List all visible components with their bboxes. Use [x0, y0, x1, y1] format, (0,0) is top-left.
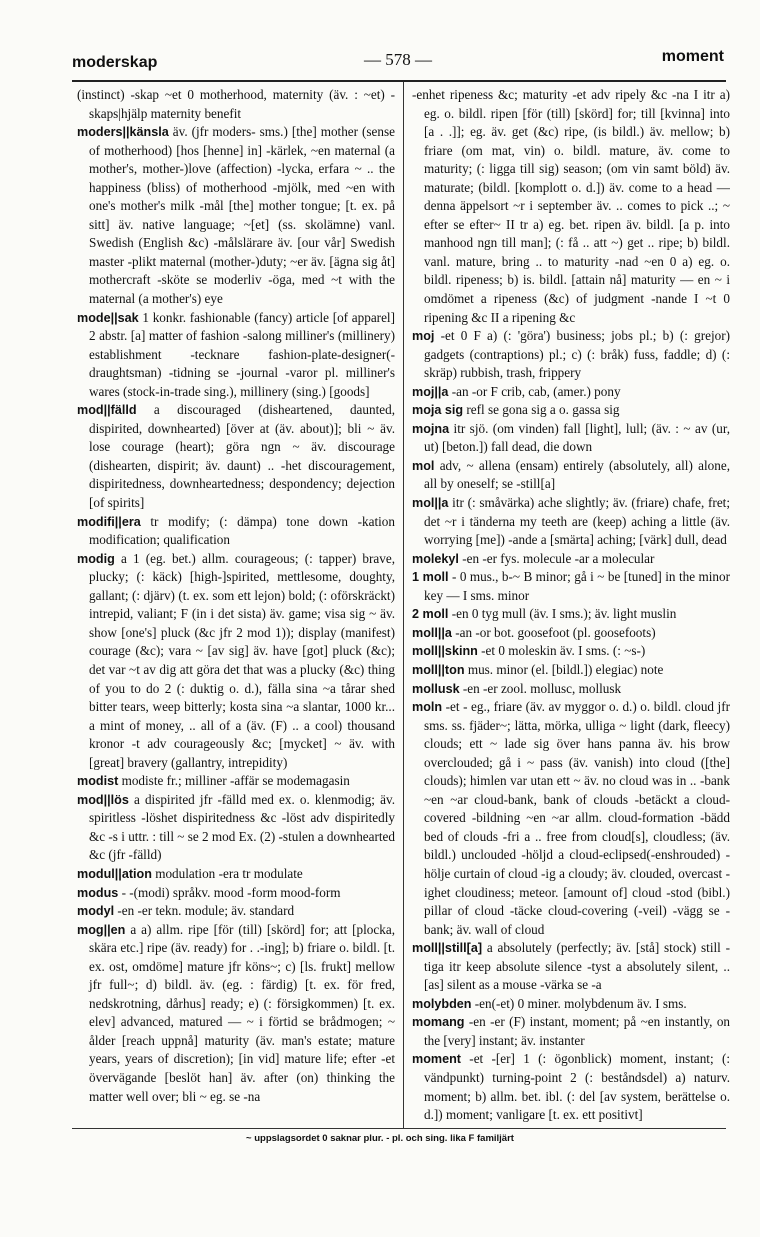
entry-headword: moj||a — [412, 384, 449, 399]
entry-definition: -et 0 moleskin äv. I sms. (: ~s-) — [481, 643, 646, 659]
dictionary-entry — [77, 865, 395, 884]
entry-headword: momang — [412, 1015, 465, 1030]
dictionary-entry — [77, 86, 395, 123]
dictionary-entry — [412, 995, 730, 1014]
entry-definition: -an -or bot. goosefoot (pl. goosefoots) — [455, 624, 656, 640]
entry-definition: -en -er fys. molecule -ar a molecular — [462, 550, 655, 566]
entry-definition: - 0 mus., b-~ B minor; gå i ~ be [tuned] in the minor key — I sms. minor — [424, 569, 730, 603]
dictionary-entry — [412, 550, 730, 569]
entry-definition: - -(modi) språkv. mood -form mood-form — [121, 884, 341, 900]
page-header — [72, 44, 724, 74]
entry-headword: modist — [77, 774, 119, 789]
entry-headword: moln — [412, 700, 443, 715]
dictionary-entry — [412, 401, 730, 420]
entry-definition: itr (: småvärka) ache slightly; äv. (friare) chafe, fret; det ~r i tänderna my teeth are (keep) aching a little (äv. worrying [me]) -ande a [smärta] aching; [värk] dull, dead — [424, 495, 730, 548]
entry-definition: tr modify; (: dämpa) tone down -kation modification; qualification — [89, 513, 395, 548]
entry-headword: mog||en — [77, 922, 126, 937]
dictionary-entry — [77, 401, 395, 512]
entry-headword: moll||skinn — [412, 644, 478, 659]
entry-headword: moja sig — [412, 403, 464, 418]
dictionary-entry — [77, 513, 395, 550]
entry-headword: moll||ton — [412, 662, 465, 677]
entry-definition: -en 0 tyg mull (äv. I sms.); äv. light muslin — [451, 606, 677, 622]
entry-headword: moll||still[a] — [412, 941, 483, 956]
column-divider — [403, 82, 404, 1128]
entry-headword: mollusk — [412, 681, 460, 696]
abbreviation-legend: ~ uppslagsordet 0 saknar plur. - pl. och sing. lika F familjärt — [246, 1133, 514, 1144]
entry-definition: modulation -era tr modulate — [155, 865, 303, 881]
entry-headword: modul||ation — [77, 866, 152, 881]
dictionary-entry — [77, 884, 395, 903]
dictionary-entry — [77, 123, 395, 308]
dictionary-entry — [412, 624, 730, 643]
dictionary-entry — [77, 309, 395, 402]
entry-definition: -an -or F crib, cab, (amer.) pony — [451, 383, 621, 399]
entry-definition: a dispirited jfr -fälld med ex. o. klenmodig; äv. spiritless -löshet dispiritedness &c -löst adv dispiritedly &c -s i uttr. : till ~ se 2 mod Ex. (2) -stulen a downhearted &c (jfr -fälld) — [89, 791, 395, 863]
dictionary-entry — [412, 680, 730, 699]
right-column — [412, 86, 730, 1126]
entry-definition: -en(-et) 0 miner. molybdenum äv. I sms. — [474, 995, 687, 1011]
dictionary-entry — [412, 698, 730, 939]
dictionary-entry — [77, 791, 395, 865]
dictionary-entry — [412, 1013, 730, 1050]
entry-definition: (instinct) -skap ~et 0 motherhood, maternity (äv. : ~et) -skaps|hjälp maternity benefit — [77, 87, 395, 121]
dictionary-entry — [412, 86, 730, 327]
entry-headword: molekyl — [412, 551, 459, 566]
entry-definition: mus. minor (el. [bildl.]) elegiac) note — [467, 661, 664, 677]
entry-headword: moders||känsla — [77, 125, 169, 140]
entry-definition: 1 konkr. fashionable (fancy) article [of apparel] 2 abstr. [a] matter of fashion -salong milliner's (millinery) establishment -tecknare fashion-plate-designer(-draughtsman) -tidning se -journal -varor pl. milliner's wares (stock-in-trade sing.), millinery (sing.) [goods] — [89, 309, 395, 399]
dictionary-entry — [412, 568, 730, 605]
dictionary-entry — [412, 661, 730, 680]
dictionary-entry — [77, 772, 395, 791]
entry-definition: -en -er (F) instant, moment; på ~en instantly, on the [very] instant; äv. instanter — [424, 1014, 730, 1048]
left-running-headword: moderskap — [72, 54, 158, 71]
right-running-headword: moment — [661, 48, 724, 65]
dictionary-entry — [412, 642, 730, 661]
entry-headword: moll||a — [412, 625, 452, 640]
dictionary-entry — [412, 605, 730, 624]
entry-definition: -en -er zool. mollusc, mollusk — [462, 680, 622, 696]
dictionary-entry — [412, 939, 730, 995]
entry-definition: -et -[er] 1 (: ögonblick) moment, instant; (: vändpunkt) turning-point 2 (: beståndsdel) a) naturv. moment; b) allm. bet. ibl. (: del [av system, berättelse o. d.]) moment; vanligare [t. ex. ett positivt] — [424, 1051, 730, 1123]
entry-headword: molybden — [412, 996, 472, 1011]
entry-headword: modyl — [77, 904, 115, 919]
dictionary-entry — [412, 420, 730, 457]
entry-headword: mol — [412, 458, 435, 473]
entry-definition: -et 0 F a) (: 'göra') business; jobs pl.; b) (: grejor) gadgets (contraptions) pl.; c) (: bråk) fuss, faddle; d) (: skräp) rubbish, trash, frippery — [424, 328, 730, 381]
entry-headword: mojna — [412, 421, 450, 436]
dictionary-entry — [412, 383, 730, 402]
entry-definition: a absolutely (perfectly; äv. [stå] stock) still -tiga itr keep absolute silence -tyst a absolutely silent, .. [as] silent as a mouse -värka se -a — [424, 940, 730, 993]
entry-definition: a 1 (eg. bet.) allm. courageous; (: tapper) brave, plucky; (: käck) [high-]spirited, mettlesome, doughty, gallant; (: djärv) (t. ex. som ett lejon) bold; (: oförskräckt) intrepid, valiant; F (in i det sista) äv. game; visa sig ~ äv. show [one's] pluck (&c jfr 2 mod 1)); display (manifest) courage (&c); vara ~ [av sig] äv. have [got] pluck (&c); det var ~t av dig att göra det that was a plucky (&c) thing of you to do 2 (: duktig o. d.), fälla sina ~a tårar shed bitter tears, weep bitterly; kosta sina ~a slantar, 1000 kr... a mint of money, .. all of a (äv. (F) .. a cool) thousand kronor -t adv courageously &c; [mycket] ~ äv. with [great] bravery (gallantry, intrepidity) — [89, 550, 395, 770]
entry-headword: 1 moll — [412, 570, 449, 585]
entry-definition: a discouraged (disheartened, daunted, dispirited, downhearted) [över at (äv. about)]; bli ~ äv. lose courage (heart); göra ngn ~ äv. discourage (dishearten, dispirit; äv. daunt) .. -het discouragement, dispiritedness, downheartedness; despondency; dejection [of spirits] — [89, 402, 395, 511]
footer-rule — [72, 1128, 726, 1129]
entry-headword: modus — [77, 885, 119, 900]
entry-headword: mode||sak — [77, 310, 139, 325]
entry-definition: adv, ~ allena (ensam) entirely (absolutely, all) alone, all by oneself; se -still[a] — [424, 457, 730, 492]
entry-definition: itr sjö. (om vinden) fall [light], lull; (äv. : ~ av (ur, ut) [beton.]) fall dead, die down — [424, 420, 730, 455]
entry-headword: moj — [412, 329, 435, 344]
entry-definition: -enhet ripeness &c; maturity -et adv ripely &c -na I itr a) eg. o. bildl. ripen [för (till) [skörd] for; till [kvinna] into [a . .]]; eg. äv. get (&c) ripe, (is bildl.) äv. mellow; b) friare (om mat, vin) o. bildl. mature, äv. come to maturity; (: ligga till sig) season; (om vin samt böld) äv. maturate; (bildl. [komplott o. d.]) äv. come to a head — denna äppelsort ~r i september äv. .. comes to pick ..; ~ efter se efter~ II tr a) eg. bet. ripen äv. bildl. [a p. into manhood ngn till man]; (: få .. att ~) get .. ripe; b) bildl. vanl. mature, bring .. to maturity -nad ~en 0 a) eg. o. bildl. ripeness; b) is. bildl. [attain nå] maturity — en ~ i omdömet a ripeness (&c) of judgment -nande I ~t 0 ripening &c II a ripening &c — [412, 87, 730, 325]
left-column — [77, 86, 395, 1126]
dictionary-entry — [412, 1050, 730, 1124]
entry-definition: -en -er tekn. module; äv. standard — [117, 903, 295, 919]
entry-definition: äv. (jfr moders- sms.) [the] mother (sense of motherhood) [hos [henne] in] -kärlek, ~en maternal (a mother's, mother-)love (affection) -lycka, erfara ~ .. the happiness (bliss) of motherhood -mjölk, med ~en with one's mother's milk -mål [the] mother tongue; [t. ex. på sitt] äv. native language; ~[et] (ss. skolämne) vanl. Swedish (English &c) -målslärare äv. [our vår] Swedish master -plikt maternal (mother-)duty; ~er äv. [ägna sig åt] mothercraft -sköte se moderliv -öga, med ~t with the maternal (a mother's) eye — [89, 124, 395, 307]
entry-headword: mol||a — [412, 496, 449, 511]
entry-headword: moment — [412, 1052, 461, 1067]
entry-headword: modig — [77, 551, 115, 566]
entry-headword: modifi||era — [77, 514, 141, 529]
dictionary-entry — [77, 921, 395, 1106]
page-number: — 578 — — [364, 50, 432, 69]
dictionary-entry — [77, 902, 395, 921]
entry-headword: 2 moll — [412, 607, 449, 622]
dictionary-entry — [77, 550, 395, 773]
entry-definition: -et - eg., friare (äv. av myggor o. d.) o. bildl. cloud jfr sms. ss. fjäder~; lätta, mörka, ulliga ~ light (dark, fleecy) clouds; ett ~ lade sig över hans panna äv. his brow overclouded; gå i ~ pass (äv. vanish) into cloud ([the] clouds); himlen var utan ett ~ äv. no cloud was in .. -bank ~en ~ar cloud-bank, bank of clouds -betäckt a cloud-covered -bildning ~en ~ar allm. cloud-formation -bädd bed of clouds -fri a .. free from cloud[s], cloudless; (äv. bildl.) unclouded -höljd a cloud-eclipsed(-enshrouded) -hölje curtain of cloud -ig a cloudy; äv. clouded, overcast -ighet cloudiness; meteor. [amount of] cloud -stod (bibl.) pillar of cloud -täcke cloud-covering (-veil) -vägg se -bank; äv. wall of cloud — [424, 699, 730, 937]
entry-definition: modiste fr.; milliner -affär se modemagasin — [121, 773, 350, 789]
entry-definition: a a) allm. ripe [för (till) [skörd] for; att [plocka, skära etc.] ripe (äv. ready) for . .-ing]; b) friare o. bildl. [t. ex. ost, omdöme] mature jfr köns~; c) [ls. frukt] mellow jfr full~; d) bildl. äv. (eg. : färdig) [t. ex. för fred, nedskrotning, dårhus] ready; e) (: försigkommen) [t. ex. elev] advanced, matured — ~ i förtid se brådmogen; ~ ålder [reach uppnå] maturity (äv. man's estate; mature years, years of discretion); [in vid] mature life; efter -et övervägande [beslöt han] äv. after (on) thinking the matter well over; bli ~ eg. se -na — [89, 921, 395, 1104]
dictionary-entry — [412, 327, 730, 383]
dictionary-entry — [412, 494, 730, 550]
entry-headword: mod||lös — [77, 792, 129, 807]
entry-definition: refl se gona sig a o. gassa sig — [466, 402, 620, 418]
dictionary-entry — [412, 457, 730, 494]
entry-headword: mod||fälld — [77, 403, 137, 418]
header-rule — [72, 80, 726, 82]
